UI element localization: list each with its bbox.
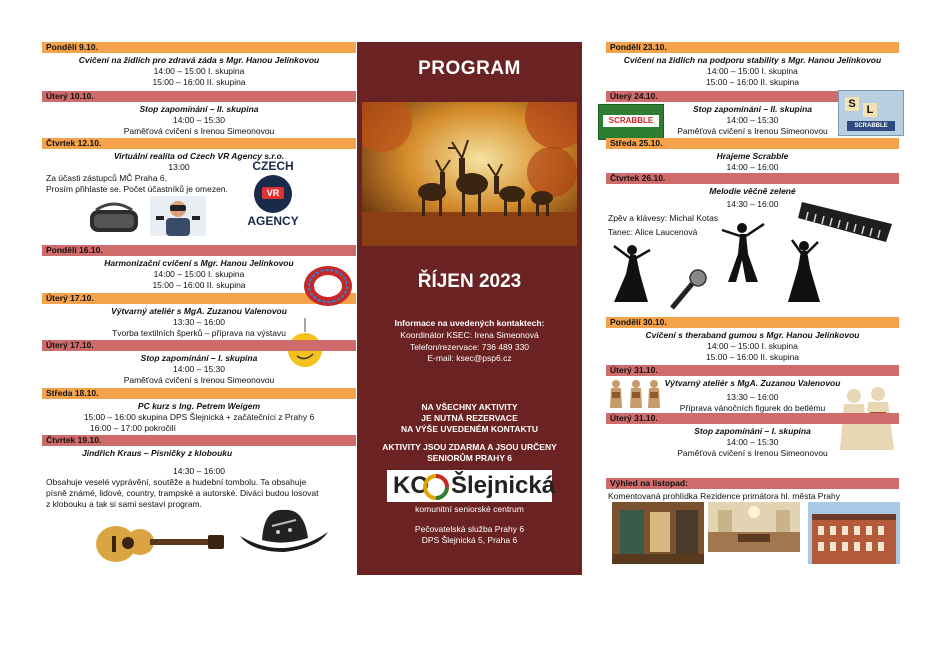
event-mon-30 xyxy=(606,317,899,363)
day-header: Pondělí 16.10. xyxy=(42,245,356,256)
event-line: Zpěv a klávesy: Michal Kotas xyxy=(608,213,719,223)
residence-hall-photo xyxy=(708,502,800,552)
november-outlook xyxy=(606,478,899,502)
notice-line: JE NUTNÁ REZERVACE xyxy=(421,413,518,423)
event-title: Stop zapomínání – I. skupina xyxy=(694,426,811,436)
contact-heading: Informace na uvedených kontaktech: xyxy=(394,318,545,328)
day-header: Středa 25.10. xyxy=(606,138,899,149)
scrabble-box-image: SCRABBLE xyxy=(598,104,664,140)
day-header: Pondělí 23.10. xyxy=(606,42,899,53)
day-header: Úterý 24.10. xyxy=(606,91,899,102)
event-line: 15:00 – 16:00 II. skupina xyxy=(152,77,246,87)
coordinator-text: Koordinátor KSEC: Irena Simeonová xyxy=(400,330,539,340)
czech-vr-agency-logo: CZECH VR AGENCY xyxy=(247,159,299,228)
day-header: Středa 18.10. xyxy=(42,388,356,399)
residence-interior-photo xyxy=(612,502,704,564)
event-line: Tvorba textilních šperků – příprava na výstavu xyxy=(112,328,286,338)
vr-user-image xyxy=(150,196,206,236)
residence-building-photo xyxy=(808,502,900,564)
logo-circle-icon xyxy=(423,474,449,500)
event-mon-23 xyxy=(606,42,899,88)
scrabble-board-image: S L SCRABBLE xyxy=(838,90,904,136)
ko-slejnicka-logo: KO Šlejnická xyxy=(387,470,552,502)
event-line: 13:30 – 16:00 xyxy=(173,317,225,327)
event-line: Paměťová cvičení s Irenou Simeonovou xyxy=(677,448,828,458)
event-title: Melodie věčně zelené xyxy=(709,186,796,196)
autumn-deer-image xyxy=(362,102,577,246)
event-title: Cvičení na židlích na podporu stability s Mgr. Hanou Jelínkovou xyxy=(623,55,882,65)
event-line: Paměťová cvičení s Irenou Simeonovou xyxy=(677,126,828,136)
vr-headset-image xyxy=(86,200,142,236)
center-panel xyxy=(357,42,582,575)
lion-icon: VR xyxy=(254,175,292,213)
event-line: Za účasti zástupců MČ Praha 6. xyxy=(46,173,167,183)
cowboy-hat-image xyxy=(238,502,330,562)
event-title: Jindřich Kraus – Písničky z klobouku xyxy=(82,448,233,458)
event-line: 15:00 – 16:00 II. skupina xyxy=(705,352,800,362)
event-line: 16:00 – 17:00 pokročilí xyxy=(90,423,177,433)
event-tue-31-memory xyxy=(606,413,899,459)
event-title: Výtvarný ateliér s MgA. Zuzanou Valenovou xyxy=(664,378,841,388)
event-line: 14:00 – 15:00 I. skupina xyxy=(153,66,245,76)
day-header: Pondělí 30.10. xyxy=(606,317,899,328)
event-line: z klobouku a tak si sami sestaví program. xyxy=(46,499,202,509)
email-text: E-mail: ksec@psp6.cz xyxy=(427,353,512,363)
event-line: 14:00 – 15:30 xyxy=(173,364,225,374)
event-title: Virtuální realita od Czech VR Agency s.r.o. xyxy=(113,151,285,161)
event-thu-12 xyxy=(42,138,356,242)
day-header: Úterý 31.10. xyxy=(606,365,899,376)
event-line: 14:30 – 16:00 xyxy=(726,199,779,209)
event-mon-9 xyxy=(42,42,356,88)
event-line: 14:30 – 16:00 xyxy=(173,466,225,476)
dancer-silhouette-image xyxy=(610,242,652,304)
event-line: Tanec: Alice Laucenová xyxy=(608,227,698,237)
keyboard-image xyxy=(798,196,896,244)
event-line: Obsahuje veselé vyprávění, soutěže a hudební tombolu. Ta obsahuje xyxy=(46,477,307,487)
guitar-image xyxy=(94,516,226,566)
event-title: Výtvarný ateliér s MgA. Zuzanou Valenovou xyxy=(111,306,287,316)
nativity-figures-image xyxy=(608,378,664,408)
day-header: Úterý 10.10. xyxy=(42,91,356,102)
event-tue-17-memory xyxy=(42,340,356,386)
event-line: 14:00 – 15:30 xyxy=(173,115,225,125)
event-line: Paměťová cvičení s Irenou Simeonovou xyxy=(123,375,275,385)
phone-text: Telefon/rezervace: 736 489 330 xyxy=(409,342,530,352)
event-title: Cvičení na židlích pro zdravá záda s Mgr. Hanou Jelínkovou xyxy=(78,55,320,65)
address-line: DPS Šlejnická 5, Praha 6 xyxy=(421,535,518,545)
event-line: Příprava vánočních figurek do betlému xyxy=(679,403,826,413)
program-title: PROGRAM xyxy=(418,58,521,79)
section-header: Výhled na listopad: xyxy=(606,478,899,489)
event-line: Prosím přihlaste se. Počet účastníků je omezen. xyxy=(46,184,228,194)
outlook-line: Komentovaná prohlídka Rezidence primátora hl. města Prahy xyxy=(608,491,840,501)
event-line: 15:00 – 16:00 II. skupina xyxy=(152,280,246,290)
event-line: 13:30 – 16:00 xyxy=(726,392,779,402)
dancer-silhouette-image xyxy=(718,220,766,284)
address-line: Pečovatelská služba Prahy 6 xyxy=(414,524,525,534)
day-header: Úterý 17.10. xyxy=(42,340,356,351)
day-header: Čtvrtek 19.10. xyxy=(42,435,356,446)
event-line: 14:00 – 15:30 xyxy=(726,115,779,125)
event-line: Paměťová cvičení s Irenou Simeonovou xyxy=(123,126,275,136)
event-line: 14:00 – 16:00 xyxy=(726,162,779,172)
event-wed-25 xyxy=(606,138,899,173)
event-line: 14:00 – 15:00 I. skupina xyxy=(707,66,798,76)
event-line: 15:00 – 16:00 skupina DPS Šlejnická + začátečníci z Prahy 6 xyxy=(83,412,315,422)
event-line: 14:00 – 15:00 I. skupina xyxy=(707,341,798,351)
day-header: Úterý 31.10. xyxy=(606,413,899,424)
event-line: písně známé, lidové, country, trampské a autorské. Diváci budou losovat xyxy=(46,488,319,498)
event-title: Stop zapomínání – II. skupina xyxy=(692,104,813,114)
month-title: ŘÍJEN 2023 xyxy=(417,271,522,292)
event-line: 14:00 – 15:30 xyxy=(726,437,779,447)
event-title: PC kurz s Ing. Petrem Weigem xyxy=(137,401,261,411)
notice-line: AKTIVITY JSOU ZDARMA A JSOU URČENY xyxy=(382,442,557,452)
event-tue-10 xyxy=(42,91,356,137)
event-line: 15:00 – 16:00 II. skupina xyxy=(705,77,800,87)
notice-line: NA VŠECHNY AKTIVITY xyxy=(421,402,518,412)
notice-line: SENIORŮM PRAHY 6 xyxy=(427,453,512,463)
day-header: Čtvrtek 12.10. xyxy=(42,138,356,149)
event-title: Cvičení s theraband gumou s Mgr. Hanou Jelínkovou xyxy=(645,330,860,340)
dancer-silhouette-image xyxy=(784,238,824,304)
textile-earring-red-image xyxy=(302,264,354,308)
event-title: Harmonizační cvičení s Mgr. Hanou Jelínkovou xyxy=(104,258,294,268)
event-line: 13:00 xyxy=(168,162,190,172)
event-line: 14:00 – 15:00 I. skupina xyxy=(153,269,245,279)
day-header: Úterý 17.10. xyxy=(42,293,356,304)
event-title: Hrajeme Scrabble xyxy=(716,151,789,161)
day-header: Čtvrtek 26.10. xyxy=(606,173,899,184)
day-header: Pondělí 9.10. xyxy=(42,42,356,53)
event-title: Stop zapomínání – II. skupina xyxy=(139,104,259,114)
logo-subtitle: komunitní seniorské centrum xyxy=(415,504,524,514)
event-wed-18 xyxy=(42,388,356,434)
notice-line: NA VÝŠE UVEDENÉM KONTAKTU xyxy=(401,424,538,434)
microphone-icon xyxy=(668,268,708,312)
event-title: Stop zapomínání – I. skupina xyxy=(140,353,258,363)
event-thu-19 xyxy=(42,435,356,510)
